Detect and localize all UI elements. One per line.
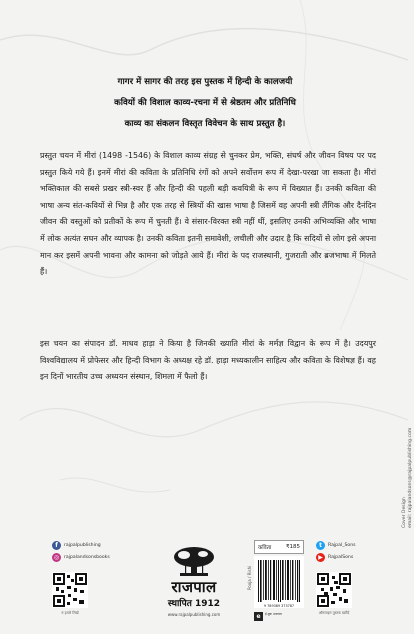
- vertical-email: email: rajpalandsons@rajpalpublishing.com: [408, 427, 413, 528]
- description-paragraph: प्रस्तुत चयन में मीरां (1498 -1546) के विशाल काव्य संग्रह से चुनकर प्रेम, भक्ति, संघर्ष और जीवन विषय पर पद प्रस्तुत किये गये हैं। इनमें मीरां की कविता के प्रतिनिधि रंगों को अपने सर्वोत्तम रूप में देखा-परखा जा सकता है। मीरां भक्तिकाल की सबसे प्रखर स्त्री-स्वर हैं और हिन्दी की पहली बड़ी कवयित्री के रूप में विख्यात हैं। उनकी कविता की भाषा अन्य संत-कवियों से भिन्न है और एक तरह से स्त्रियों की खास भाषा है जिसमें वह अपनी स्त्री लैंगिक और दैनंदिन जीवन की वस्तुओं को प्रतीकों के रूप में चुनती हैं। वे संसार-विरक्त स्त्री नहीं थीं, इसलिए उनकी अभिव्यक्ति और भाषा में लोक अत्यंत सघन और व्यापक है। उनकी कविता इतनी समावेशी, लचीली और उदार है कि सदियों से लोग इसे अपना मान कर इसमें अपनी भावना और कामना को जोड़ते आये हैं। मीरां के पद राजस्थानी, गुजराती और ब्रजभाषा में मिलते हैं।: [40, 151, 376, 277]
- instagram-icon: ◎: [53, 553, 60, 561]
- qr-code-left[interactable]: [52, 572, 88, 608]
- twitter-link[interactable]: [316, 541, 356, 550]
- twitter-icon: t: [316, 541, 325, 550]
- instagram-link[interactable]: [52, 553, 110, 562]
- ebook-icon: e: [254, 612, 263, 621]
- isbn-barcode: [254, 556, 304, 608]
- publisher-name: राजपाल: [171, 578, 217, 596]
- facebook-icon: f: [52, 541, 61, 550]
- youtube-icon: ▶: [316, 553, 325, 562]
- price-box: [254, 540, 304, 554]
- banyan-tree-logo-icon: [170, 545, 218, 579]
- publisher-website[interactable]: www.rajpalpublishing.com: [167, 612, 221, 617]
- facebook-link[interactable]: [52, 541, 101, 550]
- vertical-cover-credit: [402, 428, 414, 528]
- tagline-line-2: कवियों की विशाल काव्य-रचना में से श्रेष्ठतम और प्रतिनिधि: [114, 98, 296, 108]
- qr-code-right[interactable]: [316, 572, 352, 608]
- isbn-number: 9 789389 373787: [263, 604, 295, 608]
- editor-paragraph: इस चयन का संपादन डॉ. माधव हाड़ा ने किया है जिनकी ख्याति मीरां के मर्मज्ञ विद्वान के रूप में है। उदयपुर विश्वविद्यालय में प्रोफेसर और हिन्दी विभाग के अध्यक्ष रहे डॉ. हाड़ा मध्यकालीन साहित्य और कविता के विशेषज्ञ हैं। वह इन दिनों भारतीय उच्च अध्ययन संस्थान, शिमला में फैलो हैं।: [40, 339, 376, 382]
- vertical-cover-design: Cover Design: [402, 497, 407, 528]
- genre-label: कविता: [258, 545, 272, 551]
- publisher-established: स्थापित 1912: [167, 599, 221, 609]
- tagline: [46, 72, 364, 135]
- price-label: ₹185: [286, 544, 300, 550]
- cover-credit: Pooja / Rishi: [247, 565, 252, 590]
- youtube-link[interactable]: [316, 553, 353, 562]
- left-qr-caption: रु हमारे लिखें: [61, 611, 79, 615]
- tagline-line-3: काव्य का संकलन विस्तृत विवेचन के साथ प्रस्तुत है।: [124, 119, 286, 129]
- tagline-line-1: गागर में सागर की तरह इस पुस्तक में हिन्दी के कालजयी: [117, 77, 293, 87]
- facebook-handle: rajpalpublishing: [64, 543, 101, 548]
- ebook-label: ई-बुक उपलब्ध: [265, 612, 282, 616]
- right-qr-caption: ऑनलाइन पुस्तक खरीदें: [318, 611, 350, 615]
- twitter-handle: Rajpal_Sons: [328, 543, 356, 548]
- youtube-handle: RajpalSons: [328, 555, 354, 560]
- instagram-handle: rajpalandsonsbooks: [64, 555, 110, 560]
